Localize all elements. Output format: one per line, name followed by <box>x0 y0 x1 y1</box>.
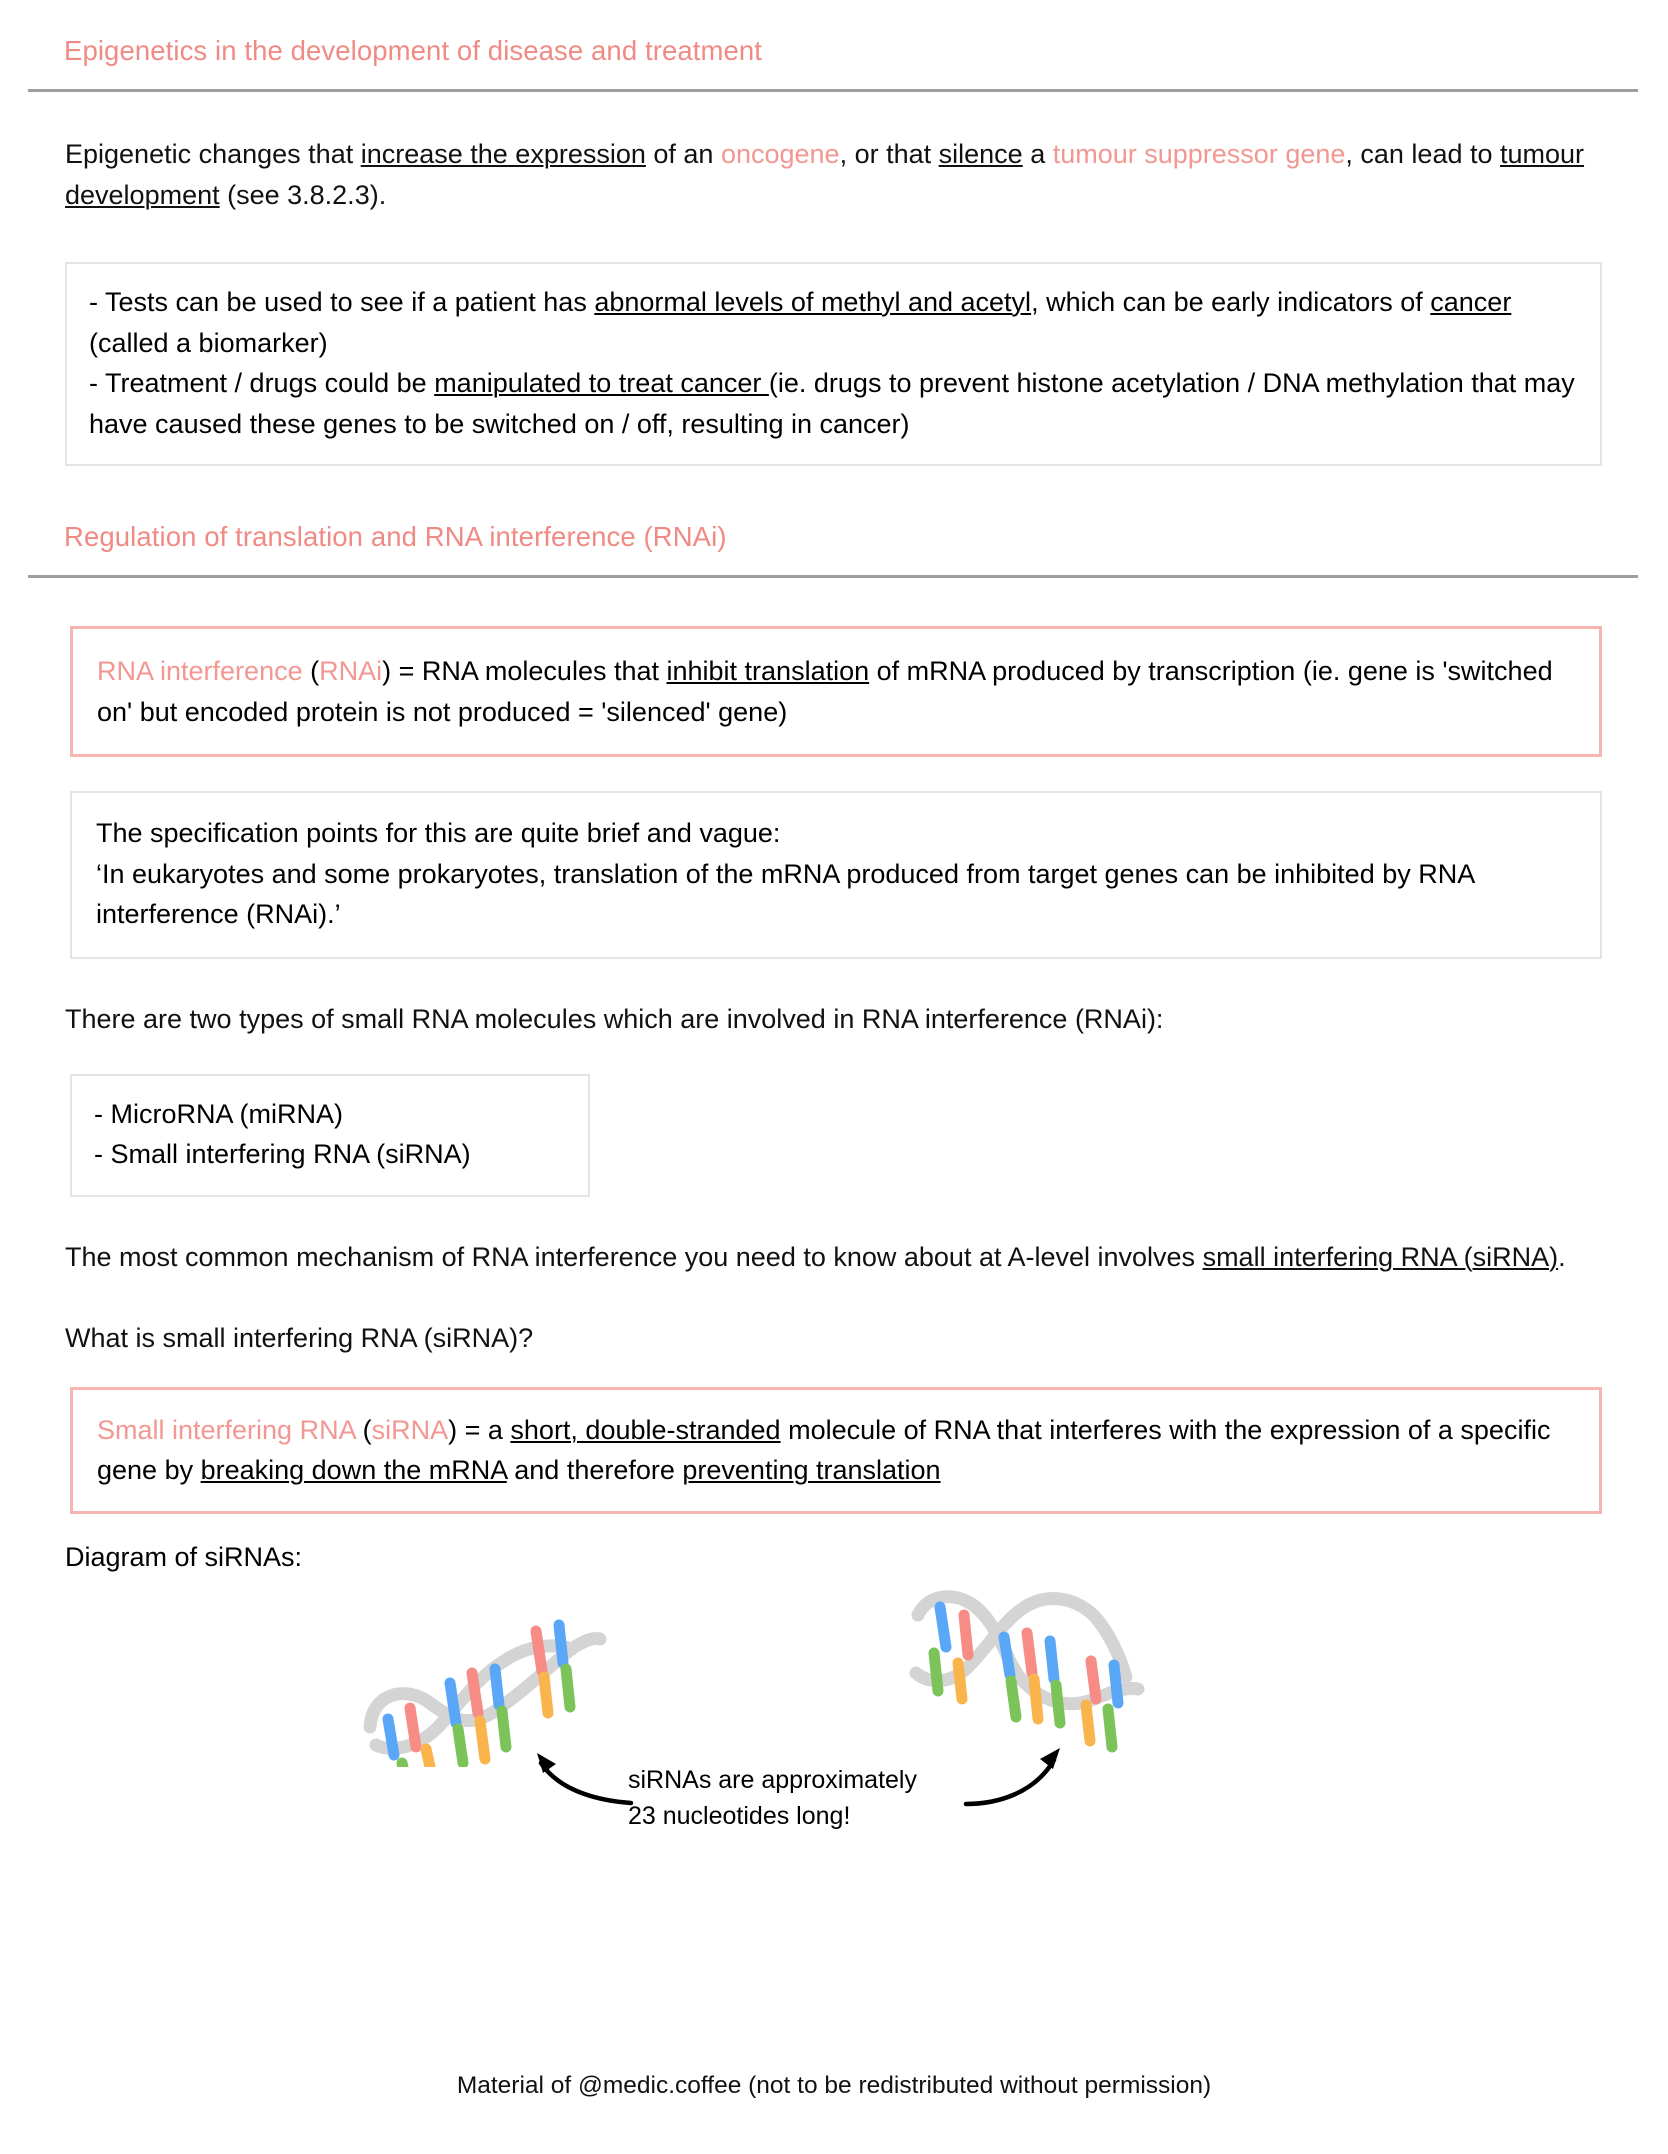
intro-underline-2: silence <box>938 139 1023 169</box>
intro-text-1: Epigenetic changes that <box>65 139 361 169</box>
intro-underline-1: increase the expression <box>360 139 646 169</box>
tests-underline-1: abnormal levels of methyl and acetyl <box>594 287 1032 318</box>
sirna-text-3: and therefore <box>506 1455 683 1486</box>
section-heading-epigenetics: Epigenetics in the development of disease and treatment <box>64 35 763 66</box>
sirna-open-paren: ( <box>355 1414 372 1445</box>
treatment-underline-1: manipulated to treat cancer <box>434 368 769 399</box>
tests-text-1: - Tests can be used to see if a patient has <box>89 287 595 318</box>
section-heading-rnai: Regulation of translation and RNA interference (RNAi) <box>64 521 727 553</box>
tests-underline-2: cancer <box>1430 287 1512 318</box>
rna-type-sirna: - Small interfering RNA (siRNA) <box>94 1139 471 1170</box>
rnai-underline-1: inhibit translation <box>666 656 870 687</box>
intro-text-2: of an <box>645 139 721 169</box>
arrow-to-left-helix <box>523 1747 643 1817</box>
sirna-text-2: molecule of RNA that interferes with the expression of a specific gene by <box>97 1414 1551 1486</box>
sirna-helix-right <box>908 1579 1158 1769</box>
intro-term-tumour-suppressor-gene: tumour suppressor gene <box>1052 139 1346 169</box>
diagram-caption <box>628 1762 917 1835</box>
two-types-intro: There are two types of small RNA molecules which are involved in RNA interference (RNAi): <box>65 1003 1164 1034</box>
diagram-label: Diagram of siRNAs: <box>65 1541 303 1572</box>
rnai-abbr: RNAi <box>319 656 383 687</box>
intro-paragraph <box>28 134 1640 216</box>
specification-box <box>70 791 1602 959</box>
intro-text-3: , or that <box>839 139 939 169</box>
box-bullet-treatment <box>89 363 1578 444</box>
rnai-definition-box <box>70 626 1602 757</box>
rna-type-mirna: - MicroRNA (miRNA) <box>94 1098 343 1129</box>
caption-line-1: siRNAs are approximately <box>628 1765 917 1794</box>
rnai-close-paren: ) = RNA molecules that <box>382 656 667 687</box>
arrow-to-right-helix <box>958 1742 1078 1817</box>
section-divider-1 <box>28 89 1638 92</box>
rnai-text-2: of mRNA produced by transcription (ie. gene is 'switched on' but encoded protein is not produced = 'silenced' gene) <box>97 656 1553 727</box>
rnai-open-paren: ( <box>302 656 320 687</box>
caption-line-2: 23 nucleotides long! <box>628 1801 851 1830</box>
sirna-underline-1: short, double-stranded <box>510 1414 781 1445</box>
mechanism-text-2: . <box>1558 1241 1566 1272</box>
spec-line-1: The specification points for this are quite brief and vague: <box>96 818 781 849</box>
sirna-diagram <box>28 1577 1640 1877</box>
intro-term-oncogene: oncogene <box>720 139 840 169</box>
sirna-underline-3: preventing translation <box>682 1455 941 1486</box>
intro-text-5: , can lead to <box>1345 139 1500 169</box>
tests-text-3: (called a biomarker) <box>89 327 328 358</box>
treatment-text-2: (ie. drugs to prevent histone acetylation / DNA methylation that may have caused these genes to be switched on / off, resulting in cancer) <box>89 368 1575 439</box>
epigenetics-applications-box <box>65 262 1602 466</box>
section-divider-2 <box>28 575 1638 578</box>
mechanism-paragraph <box>28 1237 1640 1278</box>
sirna-close-paren: ) = a <box>448 1414 511 1445</box>
mechanism-underline-1: small interfering RNA (siRNA) <box>1202 1241 1559 1272</box>
mechanism-text-1: The most common mechanism of RNA interference you need to know about at A-level involves <box>65 1241 1203 1272</box>
sirna-question: What is small interfering RNA (siRNA)? <box>65 1322 534 1353</box>
rnai-term: RNA interference <box>97 656 303 687</box>
intro-text-6: (see 3.8.2.3). <box>219 180 387 211</box>
sirna-term: Small interfering RNA <box>97 1414 356 1445</box>
treatment-text-1: - Treatment / drugs could be <box>89 368 435 399</box>
spec-line-2: ‘In eukaryotes and some prokaryotes, translation of the mRNA produced from target genes can be inhibited by RNA interference (RNAi).’ <box>96 858 1474 930</box>
box-bullet-tests <box>89 282 1578 363</box>
sirna-definition-box <box>70 1387 1602 1514</box>
footer-attribution: Material of @medic.coffee (not to be redistributed without permission) <box>456 2072 1212 2099</box>
sirna-helix-left <box>358 1577 608 1767</box>
rna-types-box <box>70 1074 590 1197</box>
tests-text-2: , which can be early indicators of <box>1031 287 1431 318</box>
intro-text-4: a <box>1022 139 1053 169</box>
sirna-underline-2: breaking down the mRNA <box>200 1455 507 1486</box>
intro-underline-3: tumour development <box>65 139 1585 211</box>
sirna-abbr: siRNA <box>371 1414 449 1445</box>
